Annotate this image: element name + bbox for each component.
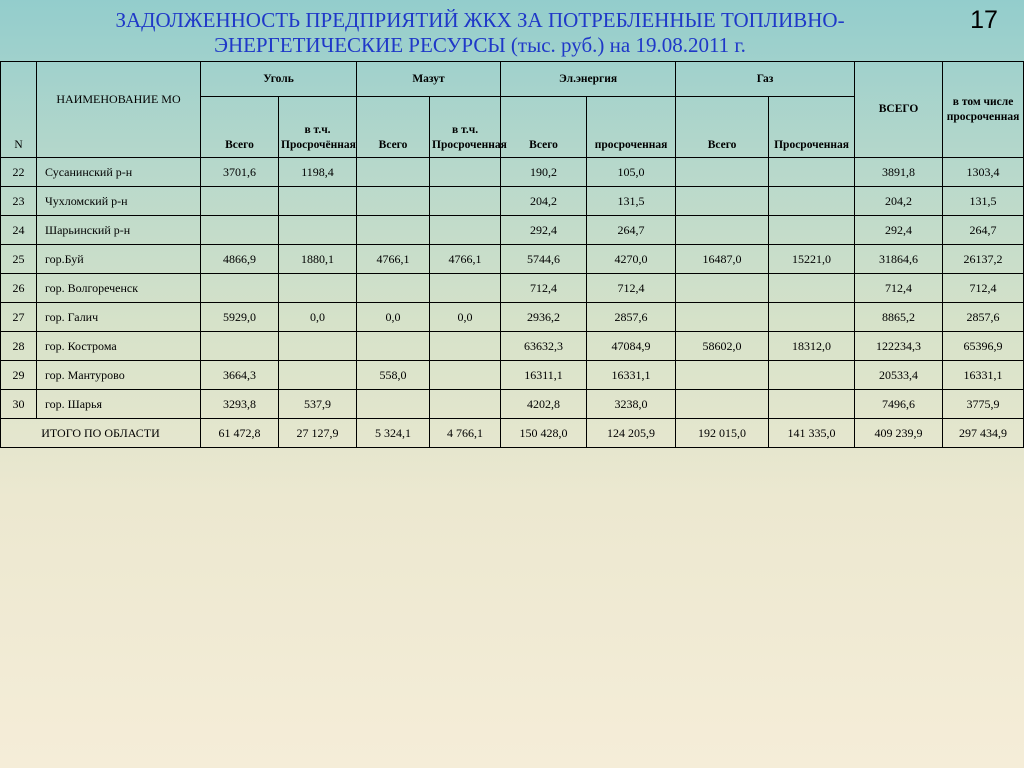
header-el-overdue: просроченная — [587, 97, 676, 158]
table-cell — [676, 390, 769, 419]
table-cell — [279, 187, 357, 216]
row-number: 23 — [1, 187, 37, 216]
header-el-total: Всего — [501, 97, 587, 158]
table-cell: 0,0 — [430, 303, 501, 332]
table-cell — [769, 158, 855, 187]
total-cell: 61 472,8 — [201, 419, 279, 448]
table-cell: 712,4 — [855, 274, 943, 303]
row-name: Сусанинский р-н — [37, 158, 201, 187]
table-cell — [201, 216, 279, 245]
table-cell: 16331,1 — [943, 361, 1024, 390]
header-gas-overdue: Просроченная — [769, 97, 855, 158]
table-cell — [769, 390, 855, 419]
total-label: ИТОГО ПО ОБЛАСТИ — [1, 419, 201, 448]
table-cell — [769, 361, 855, 390]
table-cell — [430, 216, 501, 245]
table-cell — [357, 332, 430, 361]
table-cell — [676, 216, 769, 245]
table-cell: 16331,1 — [587, 361, 676, 390]
total-cell: 150 428,0 — [501, 419, 587, 448]
table-cell: 16311,1 — [501, 361, 587, 390]
total-cell: 409 239,9 — [855, 419, 943, 448]
table-cell — [676, 187, 769, 216]
row-name: гор. Мантурово — [37, 361, 201, 390]
table-cell: 7496,6 — [855, 390, 943, 419]
header-coal: Уголь — [201, 62, 357, 97]
table-cell: 3664,3 — [201, 361, 279, 390]
table-cell — [279, 332, 357, 361]
table-cell: 190,2 — [501, 158, 587, 187]
table-row — [1, 245, 1024, 274]
header-total-overdue: в том числе просроченная — [943, 62, 1024, 158]
table-cell — [769, 187, 855, 216]
header-oil-overdue: в т.ч. Просроченная — [430, 97, 501, 158]
table-cell: 292,4 — [501, 216, 587, 245]
table-cell: 65396,9 — [943, 332, 1024, 361]
table-cell: 264,7 — [587, 216, 676, 245]
header-row-1 — [1, 62, 1024, 97]
table-cell: 20533,4 — [855, 361, 943, 390]
table-cell: 3293,8 — [201, 390, 279, 419]
table-cell: 712,4 — [943, 274, 1024, 303]
table-cell: 712,4 — [587, 274, 676, 303]
debt-table — [0, 61, 1024, 448]
table-cell: 2857,6 — [943, 303, 1024, 332]
row-name: гор. Кострома — [37, 332, 201, 361]
table-cell: 558,0 — [357, 361, 430, 390]
table-cell: 4866,9 — [201, 245, 279, 274]
table-row — [1, 274, 1024, 303]
table-cell: 4766,1 — [430, 245, 501, 274]
header-oil-total: Всего — [357, 97, 430, 158]
total-cell: 27 127,9 — [279, 419, 357, 448]
table-cell — [430, 274, 501, 303]
row-number: 27 — [1, 303, 37, 332]
table-cell — [357, 390, 430, 419]
table-cell: 1198,4 — [279, 158, 357, 187]
row-number: 22 — [1, 158, 37, 187]
table-cell: 31864,6 — [855, 245, 943, 274]
page-number: 17 — [970, 6, 998, 34]
title-line-1: ЗАДОЛЖЕННОСТЬ ПРЕДПРИЯТИЙ ЖКХ ЗА ПОТРЕБЛЕННЫЕ ТОПЛИВНО- — [115, 8, 845, 32]
table-cell: 131,5 — [587, 187, 676, 216]
table-row — [1, 361, 1024, 390]
row-number: 26 — [1, 274, 37, 303]
row-number: 28 — [1, 332, 37, 361]
table-cell: 26137,2 — [943, 245, 1024, 274]
table-cell: 1303,4 — [943, 158, 1024, 187]
total-cell: 4 766,1 — [430, 419, 501, 448]
table-row — [1, 216, 1024, 245]
table-cell: 131,5 — [943, 187, 1024, 216]
table-cell: 4766,1 — [357, 245, 430, 274]
header-fuel-oil: Мазут — [357, 62, 501, 97]
header-electricity: Эл.энергия — [501, 62, 676, 97]
table-cell — [430, 187, 501, 216]
row-name: гор.Буй — [37, 245, 201, 274]
table-cell: 712,4 — [501, 274, 587, 303]
table-cell: 204,2 — [855, 187, 943, 216]
table-cell: 0,0 — [279, 303, 357, 332]
table-cell: 3238,0 — [587, 390, 676, 419]
header-n: N — [1, 62, 37, 158]
row-name: гор. Волгореченск — [37, 274, 201, 303]
table-cell: 3775,9 — [943, 390, 1024, 419]
table-cell — [676, 303, 769, 332]
table-cell: 8865,2 — [855, 303, 943, 332]
total-cell: 124 205,9 — [587, 419, 676, 448]
total-cell: 192 015,0 — [676, 419, 769, 448]
row-number: 30 — [1, 390, 37, 419]
table-cell: 3891,8 — [855, 158, 943, 187]
table-cell: 2936,2 — [501, 303, 587, 332]
row-name: Чухломский р-н — [37, 187, 201, 216]
table-cell: 4270,0 — [587, 245, 676, 274]
table-row — [1, 390, 1024, 419]
table-cell — [279, 216, 357, 245]
table-cell — [357, 274, 430, 303]
table-row — [1, 187, 1024, 216]
table-cell: 3701,6 — [201, 158, 279, 187]
header-name: НАИМЕНОВАНИЕ МО — [37, 62, 201, 158]
table-cell: 0,0 — [357, 303, 430, 332]
total-row — [1, 419, 1024, 448]
table-row — [1, 332, 1024, 361]
table-row — [1, 303, 1024, 332]
total-cell: 141 335,0 — [769, 419, 855, 448]
table-cell: 292,4 — [855, 216, 943, 245]
title-line-2: ЭНЕРГЕТИЧЕСКИЕ РЕСУРСЫ (тыс. руб.) на 19.08.2011 г. — [214, 33, 746, 57]
row-name: гор. Шарья — [37, 390, 201, 419]
table-cell — [357, 187, 430, 216]
table-cell — [357, 216, 430, 245]
table-cell — [769, 274, 855, 303]
row-number: 24 — [1, 216, 37, 245]
table-cell — [357, 158, 430, 187]
table-cell — [430, 332, 501, 361]
table-cell — [769, 216, 855, 245]
table-cell: 122234,3 — [855, 332, 943, 361]
table-cell: 4202,8 — [501, 390, 587, 419]
row-number: 29 — [1, 361, 37, 390]
table-cell — [201, 274, 279, 303]
table-row — [1, 158, 1024, 187]
table-cell: 63632,3 — [501, 332, 587, 361]
table-cell: 58602,0 — [676, 332, 769, 361]
header-coal-total: Всего — [201, 97, 279, 158]
table-cell — [676, 274, 769, 303]
table-cell — [676, 158, 769, 187]
table-cell — [279, 274, 357, 303]
header-total: ВСЕГО — [855, 62, 943, 158]
table-cell — [430, 390, 501, 419]
table-cell: 204,2 — [501, 187, 587, 216]
table-cell: 1880,1 — [279, 245, 357, 274]
table-cell: 15221,0 — [769, 245, 855, 274]
table-body — [1, 158, 1024, 448]
table-cell: 16487,0 — [676, 245, 769, 274]
row-name: Шарьинский р-н — [37, 216, 201, 245]
table-cell — [201, 187, 279, 216]
table-cell — [430, 158, 501, 187]
row-number: 25 — [1, 245, 37, 274]
table-cell: 537,9 — [279, 390, 357, 419]
total-cell: 297 434,9 — [943, 419, 1024, 448]
table-cell: 18312,0 — [769, 332, 855, 361]
table-cell — [769, 303, 855, 332]
header-gas: Газ — [676, 62, 855, 97]
total-cell: 5 324,1 — [357, 419, 430, 448]
table-cell — [430, 361, 501, 390]
slide-title — [40, 8, 920, 58]
table-cell: 5929,0 — [201, 303, 279, 332]
table-cell: 5744,6 — [501, 245, 587, 274]
table-cell — [279, 361, 357, 390]
table-cell: 47084,9 — [587, 332, 676, 361]
header-coal-overdue: в т.ч. Просрочённая — [279, 97, 357, 158]
row-name: гор. Галич — [37, 303, 201, 332]
table-cell: 105,0 — [587, 158, 676, 187]
table-cell — [676, 361, 769, 390]
header-gas-total: Всего — [676, 97, 769, 158]
table-cell: 264,7 — [943, 216, 1024, 245]
table-cell: 2857,6 — [587, 303, 676, 332]
table-cell — [201, 332, 279, 361]
